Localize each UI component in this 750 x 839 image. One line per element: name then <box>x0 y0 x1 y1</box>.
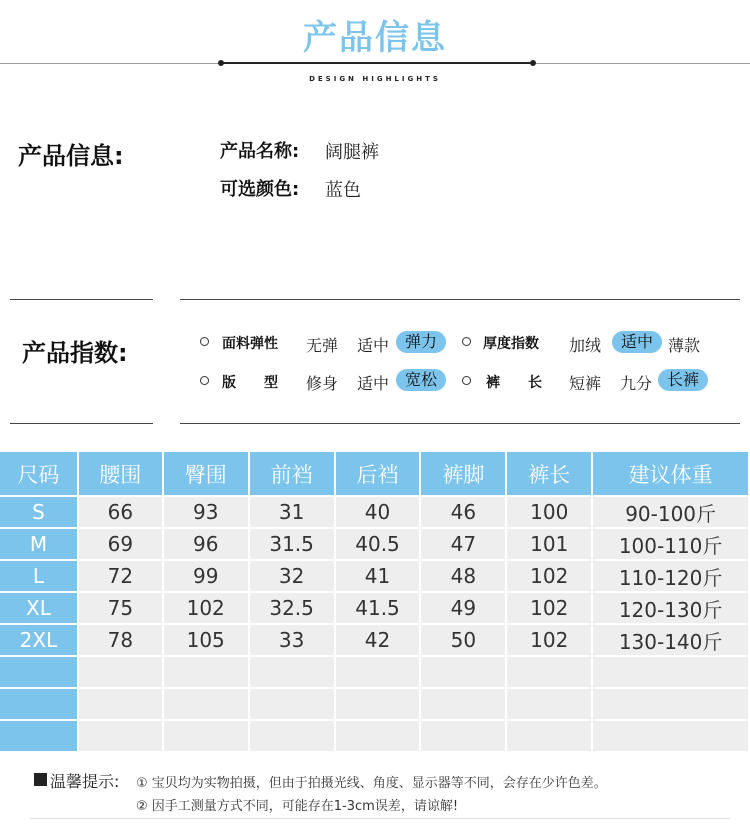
table-cell <box>506 720 592 752</box>
table-cell <box>420 656 506 688</box>
size-cell: XL <box>0 592 78 624</box>
page-title: 产品信息 <box>303 18 447 58</box>
table-cell: 78 <box>78 624 163 656</box>
table-cell: 50 <box>420 624 506 656</box>
table-cell: 48 <box>420 560 506 592</box>
header-dot-left <box>218 60 224 66</box>
bullet-icon <box>462 337 471 346</box>
table-cell: 33 <box>249 624 335 656</box>
thickness-option: 薄款 <box>668 336 701 355</box>
table-cell: 41.5 <box>335 592 421 624</box>
table-cell: 47 <box>420 528 506 560</box>
notes-title: 温馨提示: <box>50 772 120 791</box>
column-header: 建议体重 <box>592 452 749 496</box>
fabric-elasticity-label: 面料弹性 <box>222 336 278 352</box>
elasticity-option: 适中 <box>357 336 390 355</box>
table-cell <box>78 720 163 752</box>
table-cell: 93 <box>163 496 249 528</box>
table-cell <box>506 688 592 720</box>
table-cell: 110-120斤 <box>592 560 749 592</box>
table-cell: 42 <box>335 624 421 656</box>
table-cell: 99 <box>163 560 249 592</box>
header-dot-right <box>530 60 536 66</box>
table-cell: 49 <box>420 592 506 624</box>
table-cell <box>78 656 163 688</box>
header-accent-line <box>220 62 532 64</box>
table-cell: 102 <box>506 592 592 624</box>
product-name-value: 阔腿裤 <box>325 142 379 163</box>
table-cell: 32.5 <box>249 592 335 624</box>
page-subtitle: DESIGN HIGHLIGHTS <box>309 75 441 83</box>
table-cell: 100-110斤 <box>592 528 749 560</box>
table-cell <box>335 656 421 688</box>
table-cell: 102 <box>506 624 592 656</box>
table-cell <box>249 720 335 752</box>
square-bullet-icon <box>34 773 47 786</box>
table-row <box>0 496 749 528</box>
table-cell: 130-140斤 <box>592 624 749 656</box>
table-row <box>0 720 749 752</box>
table-cell: 31.5 <box>249 528 335 560</box>
index-heading: 产品指数: <box>22 339 128 367</box>
table-cell <box>420 688 506 720</box>
length-label: 裤 长 <box>486 375 542 391</box>
table-cell: 100 <box>506 496 592 528</box>
table-row <box>0 560 749 592</box>
fit-option-selected: 宽松 <box>396 369 446 391</box>
bullet-icon <box>462 376 471 385</box>
bullet-icon <box>200 337 209 346</box>
table-cell <box>592 688 749 720</box>
table-cell: 102 <box>506 560 592 592</box>
column-header: 尺码 <box>0 452 78 496</box>
table-row <box>0 528 749 560</box>
column-header: 后裆 <box>335 452 421 496</box>
elasticity-option-selected: 弹力 <box>396 331 446 353</box>
note-line: ② 因手工测量方式不同，可能存在1-3cm误差，请谅解! <box>136 799 459 814</box>
table-cell: 120-130斤 <box>592 592 749 624</box>
table-cell: 101 <box>506 528 592 560</box>
table-cell: 69 <box>78 528 163 560</box>
table-cell: 32 <box>249 560 335 592</box>
table-row <box>0 624 749 656</box>
fit-option: 适中 <box>357 374 390 393</box>
table-cell: 105 <box>163 624 249 656</box>
table-cell <box>163 720 249 752</box>
column-header: 前裆 <box>249 452 335 496</box>
bottom-divider <box>30 818 730 819</box>
column-header: 裤脚 <box>420 452 506 496</box>
table-cell: 41 <box>335 560 421 592</box>
size-cell: S <box>0 496 78 528</box>
table-cell: 72 <box>78 560 163 592</box>
table-cell: 66 <box>78 496 163 528</box>
size-cell <box>0 656 78 688</box>
divider-bottom-left <box>10 423 153 424</box>
table-cell: 102 <box>163 592 249 624</box>
divider-bottom-right <box>180 423 740 424</box>
table-cell <box>592 720 749 752</box>
fit-option: 修身 <box>306 374 339 393</box>
table-cell <box>78 688 163 720</box>
table-cell <box>163 688 249 720</box>
table-cell <box>163 656 249 688</box>
table-cell: 40.5 <box>335 528 421 560</box>
thickness-label: 厚度指数 <box>483 336 539 352</box>
divider-top-right <box>180 299 740 300</box>
size-cell: 2XL <box>0 624 78 656</box>
table-cell <box>249 688 335 720</box>
table-cell <box>592 656 749 688</box>
table-row <box>0 656 749 688</box>
table-cell <box>335 688 421 720</box>
note-line: ① 宝贝均为实物拍摄，但由于拍摄光线、角度、显示器等不同，会存在少许色差。 <box>136 776 607 791</box>
color-value: 蓝色 <box>325 180 361 201</box>
table-row <box>0 688 749 720</box>
size-cell: M <box>0 528 78 560</box>
table-cell: 90-100斤 <box>592 496 749 528</box>
size-cell <box>0 720 78 752</box>
table-cell <box>249 656 335 688</box>
table-header-row <box>0 452 749 496</box>
color-label: 可选颜色: <box>220 179 300 200</box>
length-option-selected: 长裤 <box>658 369 708 391</box>
fit-label: 版 型 <box>222 375 278 391</box>
thickness-option-selected: 适中 <box>612 331 662 353</box>
table-cell: 40 <box>335 496 421 528</box>
size-table <box>0 452 750 753</box>
product-name-label: 产品名称: <box>220 141 300 162</box>
table-cell: 31 <box>249 496 335 528</box>
table-cell <box>335 720 421 752</box>
column-header: 臀围 <box>163 452 249 496</box>
table-cell: 46 <box>420 496 506 528</box>
table-cell <box>420 720 506 752</box>
table-cell <box>506 656 592 688</box>
column-header: 腰围 <box>78 452 163 496</box>
divider-top-left <box>10 299 153 300</box>
elasticity-option: 无弹 <box>306 336 339 355</box>
table-row <box>0 592 749 624</box>
bullet-icon <box>200 376 209 385</box>
size-cell: L <box>0 560 78 592</box>
length-option: 短裤 <box>569 374 602 393</box>
column-header: 裤长 <box>506 452 592 496</box>
table-cell: 96 <box>163 528 249 560</box>
size-cell <box>0 688 78 720</box>
table-cell: 75 <box>78 592 163 624</box>
length-option: 九分 <box>620 374 653 393</box>
info-heading: 产品信息: <box>18 142 124 170</box>
thickness-option: 加绒 <box>569 336 602 355</box>
